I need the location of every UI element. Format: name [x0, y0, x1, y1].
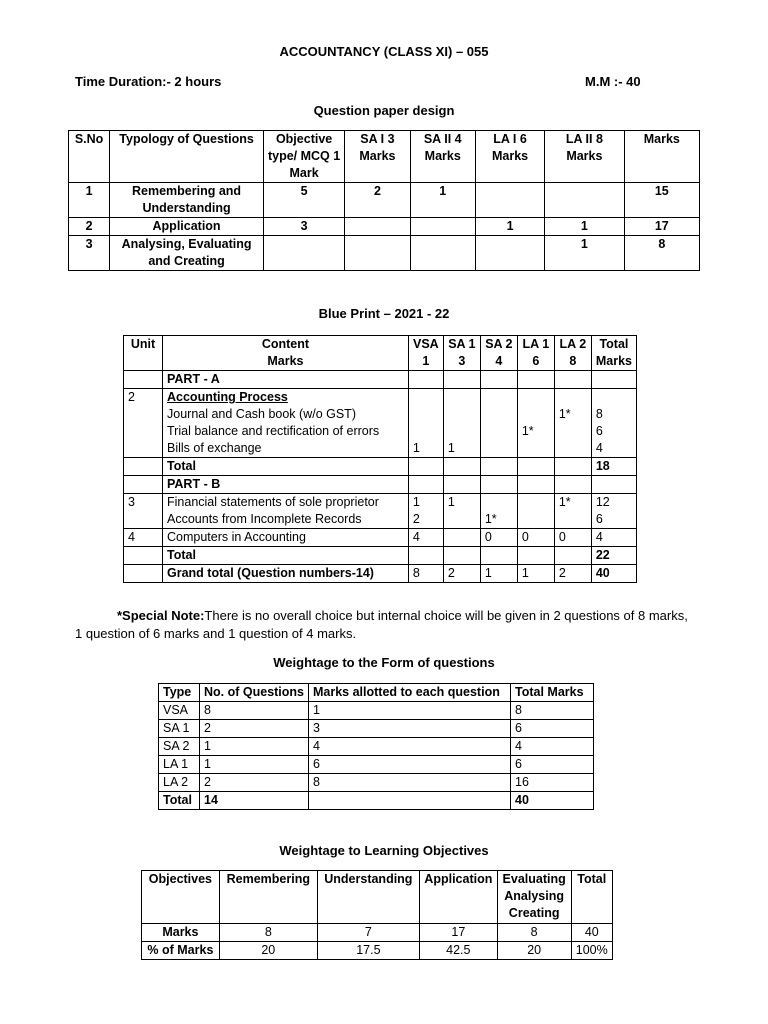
table-cell: 1: [517, 565, 554, 583]
table-cell: Analysing, Evaluating and Creating: [110, 236, 264, 271]
table-row: [69, 183, 700, 218]
vsa-subheader: 1: [422, 354, 430, 368]
table-cell: 2: [200, 774, 309, 792]
table-cell: 1*: [554, 389, 591, 458]
table-cell: 17.5: [317, 942, 419, 960]
table-row: [69, 218, 700, 236]
table-cell: 40: [511, 792, 594, 810]
question-design-table: [68, 130, 700, 271]
table-cell: 4: [591, 529, 636, 547]
unit-heading: Accounting Process: [167, 390, 288, 404]
unit-header: Unit: [130, 337, 156, 351]
table-cell: 17: [624, 218, 699, 236]
table-cell: 8 6 4: [591, 389, 636, 458]
table-cell: 15: [624, 183, 699, 218]
vsa-header: VSA: [413, 337, 439, 351]
table-cell: 8: [511, 702, 594, 720]
table-cell: 17: [419, 924, 497, 942]
table-cell: 20: [497, 942, 571, 960]
table-header-cell: [554, 336, 591, 371]
table-cell: 2: [69, 218, 110, 236]
table-header-row: [69, 131, 700, 183]
table-cell: 8: [219, 924, 317, 942]
table-cell: 3: [263, 218, 344, 236]
table-cell: 1: [443, 389, 480, 458]
table-header-cell: Understanding: [317, 871, 419, 924]
objectives-table-title: Weightage to Learning Objectives: [279, 843, 489, 858]
table-header-cell: LA II 8 Marks: [545, 131, 624, 183]
table-row: [159, 720, 594, 738]
max-marks: M.M :- 40: [585, 74, 641, 89]
table-cell: % of Marks: [142, 942, 220, 960]
table-row: [124, 565, 637, 583]
table-cell: [517, 494, 554, 529]
table-row: [124, 529, 637, 547]
table-cell: 6: [309, 756, 511, 774]
table-cell: SA 1: [159, 720, 200, 738]
table-cell: 12 6: [591, 494, 636, 529]
table-header-cell: [517, 336, 554, 371]
table-cell: 40: [571, 924, 612, 942]
table-cell: 1: [69, 183, 110, 218]
content-line: Accounts from Incomplete Records: [167, 512, 362, 526]
table-cell: 6: [511, 756, 594, 774]
total-header: Total: [599, 337, 629, 351]
unit-number: 4: [124, 529, 163, 547]
table-cell: [480, 389, 517, 458]
table-header-cell: Type: [159, 684, 200, 702]
table-cell: [345, 236, 410, 271]
table-cell: 8: [624, 236, 699, 271]
total-label: Total: [163, 458, 409, 476]
table-cell: [163, 494, 409, 529]
table-cell: [410, 218, 475, 236]
table-cell: 1*: [554, 494, 591, 529]
la1-header: LA 1: [522, 337, 550, 351]
table-cell: [163, 389, 409, 458]
table-row: [124, 458, 637, 476]
table-cell: 8: [408, 565, 443, 583]
la2-subheader: 8: [569, 354, 577, 368]
table-header-cell: Objective type/ MCQ 1 Mark: [263, 131, 344, 183]
table-header-cell: [408, 336, 443, 371]
table-cell: 0: [554, 529, 591, 547]
sa2-subheader: 4: [495, 354, 503, 368]
table-cell: Marks: [142, 924, 220, 942]
table-cell: 7: [317, 924, 419, 942]
page-title: ACCOUNTANCY (CLASS XI) – 055: [279, 44, 489, 59]
part-a-label: PART - A: [163, 371, 409, 389]
table-header-cell: Total Marks: [511, 684, 594, 702]
table-header-cell: [124, 336, 163, 371]
table-cell: 1: [545, 236, 624, 271]
content-subheader: Marks: [267, 354, 304, 368]
table-cell: Total: [159, 792, 200, 810]
content-line: Trial balance and rectification of errors: [167, 424, 380, 438]
content-line: Journal and Cash book (w/o GST): [167, 407, 356, 421]
table-cell: 2: [200, 720, 309, 738]
table-cell: 4: [309, 738, 511, 756]
total-label: Total: [163, 547, 409, 565]
special-note-text: There is no overall choice but internal choice will be given in 2 questions of 8 marks,: [204, 608, 688, 623]
table-cell: 0: [480, 529, 517, 547]
table-row: [124, 476, 637, 494]
table-row: [159, 774, 594, 792]
la1-subheader: 6: [532, 354, 540, 368]
sa1-header: SA 1: [448, 337, 476, 351]
unit-number: 3: [124, 494, 163, 529]
table-row: [124, 371, 637, 389]
table-header-row: [142, 871, 613, 924]
table-header-cell: [591, 336, 636, 371]
blueprint-title: Blue Print – 2021 - 22: [318, 306, 450, 321]
table-header-cell: [163, 336, 409, 371]
table-cell: SA 2: [159, 738, 200, 756]
table-cell: 1: [200, 738, 309, 756]
la2-header: LA 2: [559, 337, 587, 351]
table-cell: 1*: [480, 494, 517, 529]
table-cell: LA 1: [159, 756, 200, 774]
table-header-cell: Application: [419, 871, 497, 924]
table-cell: [475, 236, 544, 271]
table-row: [159, 738, 594, 756]
content-line: Bills of exchange: [167, 441, 262, 455]
table-cell: 4: [408, 529, 443, 547]
table-header-cell: S.No: [69, 131, 110, 183]
content-header: Content: [261, 337, 310, 351]
table-cell: LA 2: [159, 774, 200, 792]
objectives-table: [141, 870, 613, 960]
table-cell: [345, 218, 410, 236]
table-header-cell: No. of Questions: [200, 684, 309, 702]
grand-total-label: Grand total (Question numbers-14): [163, 565, 409, 583]
table-cell: 0: [517, 529, 554, 547]
table-cell: 8: [309, 774, 511, 792]
total-subheader: Marks: [595, 354, 632, 368]
table-cell: 8: [497, 924, 571, 942]
sa1-subheader: 3: [458, 354, 466, 368]
table-cell: 3: [309, 720, 511, 738]
table-cell: 14: [200, 792, 309, 810]
part-b-label: PART - B: [163, 476, 409, 494]
table-header-cell: Typology of Questions: [110, 131, 264, 183]
table-row: [69, 236, 700, 271]
table-cell: 2: [554, 565, 591, 583]
grand-total-value: 40: [591, 565, 636, 583]
time-duration: Time Duration:- 2 hours: [75, 74, 222, 89]
table-row: [124, 494, 637, 529]
table-cell: 16: [511, 774, 594, 792]
total-value: 18: [591, 458, 636, 476]
table-header-cell: LA I 6 Marks: [475, 131, 544, 183]
total-value: 22: [591, 547, 636, 565]
table-cell: Application: [110, 218, 264, 236]
table-cell: [309, 792, 511, 810]
table-row: [124, 389, 637, 458]
table-cell: 2: [345, 183, 410, 218]
table-cell: [545, 183, 624, 218]
blueprint-table: [123, 335, 637, 583]
table-cell: 1: [545, 218, 624, 236]
table-header-cell: SA II 4 Marks: [410, 131, 475, 183]
table-cell: [263, 236, 344, 271]
table-cell: VSA: [159, 702, 200, 720]
table-cell: 1: [480, 565, 517, 583]
table-cell: 1: [408, 389, 443, 458]
table-header-cell: Objectives: [142, 871, 220, 924]
table-total-row: [159, 792, 594, 810]
table-header-cell: Marks: [624, 131, 699, 183]
table-cell: 1: [410, 183, 475, 218]
table-cell: [475, 183, 544, 218]
table-row: [159, 702, 594, 720]
special-note-text-2: 1 question of 6 marks and 1 question of 4 marks.: [75, 626, 357, 641]
table-cell: 1: [443, 494, 480, 529]
table-cell: Computers in Accounting: [163, 529, 409, 547]
table-header-cell: SA I 3 Marks: [345, 131, 410, 183]
table-header-row: [159, 684, 594, 702]
table-header-cell: Marks allotted to each question: [309, 684, 511, 702]
table-cell: 42.5: [419, 942, 497, 960]
table-row: [142, 924, 613, 942]
table-cell: 5: [263, 183, 344, 218]
table-cell: 20: [219, 942, 317, 960]
table-header-cell: [443, 336, 480, 371]
table-cell: 3: [69, 236, 110, 271]
table-cell: [443, 529, 480, 547]
unit-number: 2: [124, 389, 163, 458]
form-table-title: Weightage to the Form of questions: [273, 655, 495, 670]
table-header-cell: Total: [571, 871, 612, 924]
table-cell: Remembering and Understanding: [110, 183, 264, 218]
table-cell: 1: [200, 756, 309, 774]
sa2-header: SA 2: [485, 337, 513, 351]
form-table: [158, 683, 594, 810]
table-cell: 1: [309, 702, 511, 720]
table-cell: 1*: [517, 389, 554, 458]
table-header-cell: [480, 336, 517, 371]
table-cell: 1: [475, 218, 544, 236]
table-cell: 100%: [571, 942, 612, 960]
special-note: [75, 607, 715, 643]
table-cell: 8: [200, 702, 309, 720]
table-cell: 4: [511, 738, 594, 756]
table-row: [142, 942, 613, 960]
table-header-row: [124, 336, 637, 371]
table-header-cell: Evaluating Analysing Creating: [497, 871, 571, 924]
design-title: Question paper design: [313, 103, 455, 118]
table-cell: 2: [443, 565, 480, 583]
table-cell: 6: [511, 720, 594, 738]
table-cell: [410, 236, 475, 271]
table-cell: 1 2: [408, 494, 443, 529]
special-note-label: *Special Note:: [117, 608, 205, 623]
table-row: [124, 547, 637, 565]
content-line: Financial statements of sole proprietor: [167, 495, 379, 509]
table-header-cell: Remembering: [219, 871, 317, 924]
table-row: [159, 756, 594, 774]
